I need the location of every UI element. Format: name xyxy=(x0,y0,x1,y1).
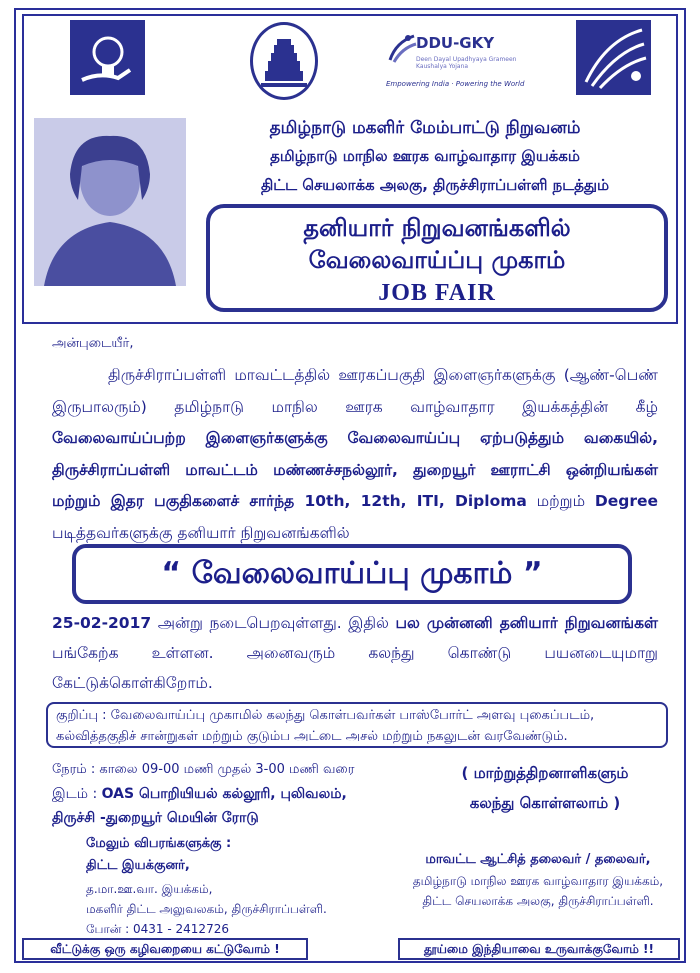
event-date: 25-02-2017 xyxy=(52,614,152,632)
org-line-1: தமிழ்நாடு மகளிர் மேம்பாட்டு நிறுவனம் xyxy=(269,118,581,138)
slogan-left: வீட்டுக்கு ஒரு கழிவறையை கட்டுவோம் ! xyxy=(22,938,308,960)
salutation: அன்புடையீர், xyxy=(52,336,134,351)
temple-emblem-icon xyxy=(250,22,318,100)
contact-dept: த.மா.ஊ.வா. இயக்கம், xyxy=(86,882,213,896)
org-line-3: திட்ட செயலாக்க அலகு, திருச்சிராப்பள்ளி நடத்தும் xyxy=(260,176,610,194)
ddu-gky-subtitle: Deen Dayal Upadhyaya Grameen Kaushalya Yojana xyxy=(416,56,517,70)
title-line-2: வேலைவாய்ப்பு முகாம் xyxy=(308,246,566,274)
org-line-2: தமிழ்நாடு மாநில ஊரக வாழ்வாதார இயக்கம் xyxy=(270,147,580,165)
venue-label: இடம் : xyxy=(52,786,102,802)
camp-title: “ வேலைவாய்ப்பு முகாம் ” xyxy=(161,556,543,591)
signatory-unit: திட்ட செயலாக்க அலகு, திருச்சிராப்பள்ளி. xyxy=(422,894,654,908)
venue-name: OAS பொறியியல் கல்லூரி, புலிவலம், xyxy=(101,786,347,802)
body-place: மண்ணச்சநல்லூர், துறையூர் xyxy=(273,460,476,479)
note-box xyxy=(46,702,668,748)
body-paragraph xyxy=(52,360,658,549)
event-time: நேரம் : காலை 09-00 மணி முதல் 3-00 மணி வரை xyxy=(52,762,355,777)
ddu-gky-logo xyxy=(386,30,526,100)
body-part-b: வேலைவாய்ப்பற்ற இளைஞர்களுக்கு வேலைவாய்ப்பு ஏற்படுத்தும் வகையில், திருச்சிராப்பள்ளி மாவட்டம் xyxy=(52,429,658,479)
camp-title-box xyxy=(72,544,632,604)
venue-line-1 xyxy=(52,786,347,804)
body-part-d: மற்றும் xyxy=(526,492,595,510)
swirl-logo-icon xyxy=(576,20,651,95)
body-degree: Degree xyxy=(594,492,659,510)
ddu-gky-logo-icon xyxy=(386,32,418,64)
contact-office: மகளிர் திட்ட அலுவலகம், திருச்சிராப்பள்ளி. xyxy=(86,902,327,916)
title-line-3: JOB FAIR xyxy=(378,280,496,306)
body-part-a: திருச்சிராப்பள்ளி மாவட்டத்தில் ஊரகப்பகுதி இளைஞர்களுக்கு (ஆண்-பெண் இருபாலரும்) தமிழ்நாடு மாநில ஊரக வாழ்வாதார இயக்கத்தின் கீழ் xyxy=(52,366,658,416)
contact-phone: போன் : 0431 - 2412726 xyxy=(86,922,229,936)
differently-abled-line-2: கலந்து கொள்ளலாம் ) xyxy=(469,794,621,812)
contact-title: திட்ட இயக்குனர், xyxy=(86,858,190,873)
hand-bulb-logo-icon xyxy=(70,20,145,95)
venue-line-2: திருச்சி -துறையூர் மெயின் ரோடு xyxy=(52,810,259,826)
portrait-photo xyxy=(34,118,186,286)
note-text: குறிப்பு : வேலைவாய்ப்பு முகாமில் கலந்து கொள்பவர்கள் பாஸ்போர்ட் அளவு புகைப்படம், கல்வித்தகுதிச் சான்றுகள் மற்றும் குடும்ப அட்டை அசல் மற்றும் நகலுடன் வரவேண்டும். xyxy=(56,708,595,744)
body-quals: 10th, 12th, ITI, Diploma xyxy=(304,492,527,510)
slogan-right: தூய்மை இந்தியாவை உருவாக்குவோம் !! xyxy=(398,938,680,960)
ddu-gky-tagline: Empowering India · Powering the World xyxy=(386,80,525,88)
title-box xyxy=(206,204,668,312)
title-line-1: தனியார் நிறுவனங்களில் xyxy=(303,214,571,242)
body-part-c: ஊராட்சி ஒன்றியங்கள் மற்றும் இதர பகுதிகளைச் சார்ந்த xyxy=(52,460,658,510)
date-paragraph xyxy=(52,608,658,698)
companies-bold: பல முன்னனி தனியார் நிறுவனங்கள் xyxy=(395,614,658,632)
ddu-gky-title: DDU-GKY xyxy=(416,34,495,52)
signatory-title: மாவட்ட ஆட்சித் தலைவர் / தலைவர், xyxy=(425,852,651,867)
contact-heading: மேலும் விபரங்களுக்கு : xyxy=(86,836,232,851)
signatory-org: தமிழ்நாடு மாநில ஊரக வாழ்வாதார இயக்கம், xyxy=(412,874,664,888)
body-part-e: படித்தவர்களுக்கு தனியார் நிறுவனங்களில் xyxy=(52,523,350,542)
date-part-b: பங்கேற்க உள்ளன. அனைவரும் கலந்து கொண்டு பயனடையுமாறு கேட்டுக்கொள்கிறோம். xyxy=(52,644,658,692)
differently-abled-line-1: ( மாற்றுத்திறனாளிகளும் xyxy=(461,764,629,782)
date-part-a: அன்று நடைபெறவுள்ளது. இதில் xyxy=(151,614,396,632)
